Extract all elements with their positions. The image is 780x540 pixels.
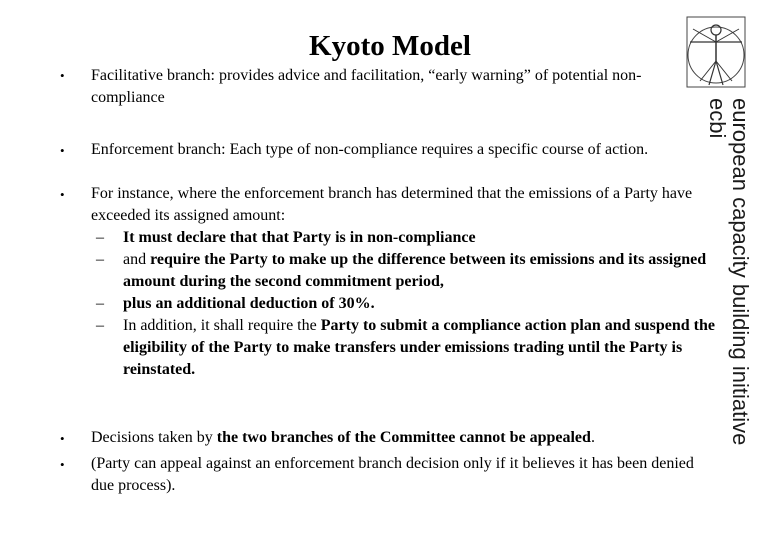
for-instance-item [91,183,715,381]
sub-item-action-plan [96,315,715,381]
bullet-marker: • [60,431,65,446]
decisions-lead: Decisions taken by [91,429,217,446]
dash-marker: – [96,229,104,246]
sub-item-deduction [96,293,715,315]
bullet-marker: • [60,457,65,472]
bullet-marker: • [60,68,65,83]
sub-item-make-up [96,249,715,293]
sub-item-action-plan-text: Party to submit a compliance action plan and suspend the eligibility of the Party to make transfers under emissions trading until the Party is reinstated. [123,317,715,378]
decisions-item [91,427,715,449]
sub-item-declare-text: It must declare that that Party is in non-compliance [123,229,476,246]
decisions-end: . [590,429,595,446]
bullet-marker: • [60,143,65,158]
sub-item-declare [96,227,715,249]
bullet-marker: • [60,187,65,202]
slide-title: Kyoto Model [309,30,471,62]
enforcement-branch-item: Enforcement branch: Each type of non-compliance requires a specific course of action. [91,141,649,158]
for-instance-text: For instance, where the enforcement branch has determined that the emissions of a Party have exceeded its assigned amount: [91,185,693,224]
ecbi-full-name: european capacity building initiative [728,98,753,446]
sub-item-make-up-lead: and [123,251,151,268]
appeal-item: (Party can appeal against an enforcement branch decision only if it believes it has been denied due process). [91,455,694,494]
ecbi-acronym: ecbi [705,98,730,139]
dash-marker: – [96,317,104,334]
facilitative-branch-item: Facilitative branch: provides advice and facilitation, “early warning” of potential non-compliance [91,67,642,106]
sub-item-action-plan-lead: In addition, it shall require the [123,317,321,334]
sub-item-deduction-text: plus an additional deduction of 30%. [123,295,375,312]
dash-marker: – [96,251,104,268]
sub-item-make-up-text: require the Party to make up the difference between its emissions and its assigned amount during the second commitment period, [123,251,707,290]
dash-marker: – [96,295,104,312]
decisions-bold: the two branches of the Committee cannot be appealed [216,429,591,446]
